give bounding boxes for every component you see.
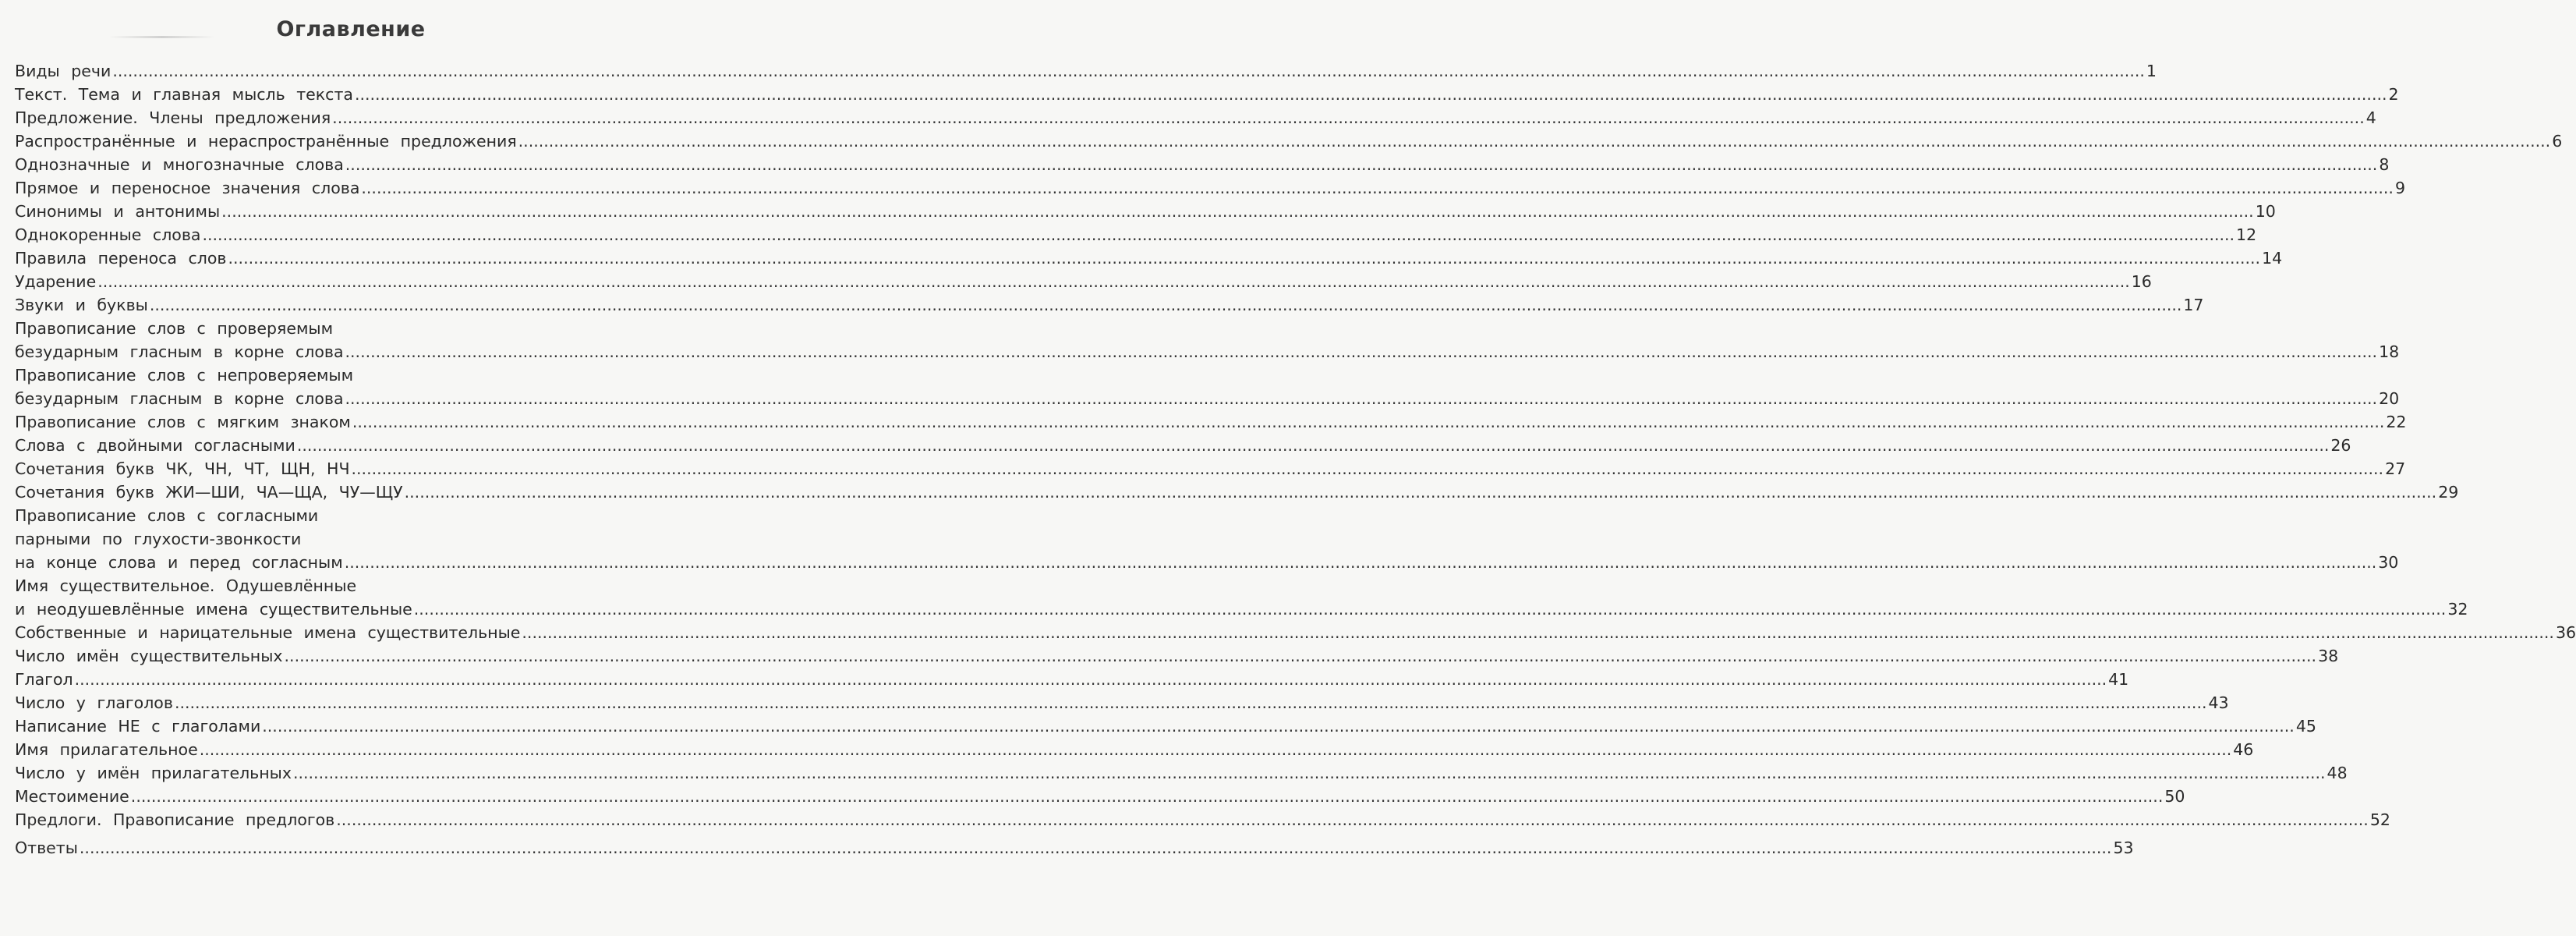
toc-entry[interactable]: [15, 504, 2399, 574]
toc-page-number: 30: [2378, 553, 2399, 572]
toc-entry-row: [15, 621, 2576, 644]
toc-entry[interactable]: [15, 621, 2576, 644]
dot-leader: ................................................................................................................................................................................................................................................................................................................................................................................................................: [130, 787, 2164, 806]
toc-entry[interactable]: [15, 83, 2399, 106]
toc-page-number: 38: [2318, 647, 2339, 665]
toc-entry[interactable]: [15, 785, 2185, 808]
toc-entry[interactable]: [15, 668, 2129, 691]
toc-page-number: 27: [2385, 459, 2406, 478]
toc-entry-text: Имя существительное. Одушевлённые: [15, 576, 357, 595]
toc-entry-text: Правила переноса слов: [15, 249, 227, 268]
toc-entry-text: безударным гласным в корне слова: [15, 342, 344, 361]
page-title: Оглавление: [276, 17, 426, 41]
toc-entry[interactable]: [15, 153, 2390, 176]
toc-entry[interactable]: [15, 808, 2390, 831]
toc-entry[interactable]: [15, 738, 2254, 761]
toc-page-number: 12: [2236, 225, 2257, 244]
toc-entry[interactable]: [15, 59, 2157, 83]
toc-page-number: 14: [2262, 249, 2283, 268]
toc-entry[interactable]: [15, 836, 2134, 860]
toc-entry-text: Прямое и переносное значения слова: [15, 179, 360, 197]
toc-entry-text: Однозначные и многозначные слова: [15, 155, 344, 174]
table-of-contents: [15, 59, 2576, 860]
dot-leader: ................................................................................................................................................................................................................................................................................................................................................................................................................: [262, 717, 2295, 736]
dot-leader: ................................................................................................................................................................................................................................................................................................................................................................................................................: [332, 108, 2365, 127]
toc-page-number: 2: [2388, 85, 2399, 104]
toc-entry-row: [15, 714, 2316, 738]
toc-entry-text: парными по глухости-звонкости: [15, 530, 302, 548]
dot-leader: ................................................................................................................................................................................................................................................................................................................................................................................................................: [112, 62, 2145, 80]
toc-entry-text: Число у глаголов: [15, 693, 173, 712]
toc-entry-text: Предлоги. Правописание предлогов: [15, 810, 335, 829]
dot-leader: ................................................................................................................................................................................................................................................................................................................................................................................................................: [74, 670, 2107, 689]
toc-entry-text: и неодушевлённые имена существительные: [15, 600, 412, 619]
toc-entry-text: Глагол: [15, 670, 73, 689]
dot-leader: ................................................................................................................................................................................................................................................................................................................................................................................................................: [522, 623, 2554, 642]
toc-page-number: 10: [2255, 202, 2276, 221]
toc-entry-text: Правописание слов с проверяемым: [15, 319, 334, 338]
toc-page-number: 16: [2131, 272, 2152, 291]
toc-entry[interactable]: [15, 714, 2316, 738]
toc-entry-text: Предложение. Члены предложения: [15, 108, 331, 127]
dot-leader: ................................................................................................................................................................................................................................................................................................................................................................................................................: [336, 810, 2369, 829]
toc-entry[interactable]: [15, 410, 2407, 434]
toc-entry[interactable]: [15, 246, 2283, 270]
toc-page-number: 26: [2330, 436, 2351, 455]
toc-page-number: 17: [2183, 296, 2204, 314]
toc-entry-row: [15, 387, 2400, 410]
toc-entry-text: Правописание слов с мягким знаком: [15, 413, 351, 431]
toc-entry[interactable]: [15, 223, 2257, 246]
toc-entry-text: Имя прилагательное: [15, 740, 198, 759]
dot-leader: ................................................................................................................................................................................................................................................................................................................................................................................................................: [221, 202, 2254, 221]
toc-page-number: 22: [2386, 413, 2407, 431]
toc-entry-row: [15, 597, 2468, 621]
toc-entry[interactable]: [15, 434, 2351, 457]
toc-page-number: 43: [2208, 693, 2229, 712]
toc-page-number: 20: [2379, 389, 2400, 408]
dot-leader: ................................................................................................................................................................................................................................................................................................................................................................................................................: [351, 459, 2384, 478]
dot-leader: ................................................................................................................................................................................................................................................................................................................................................................................................................: [296, 436, 2330, 455]
toc-entry[interactable]: [15, 176, 2405, 200]
toc-entry-row: [15, 129, 2563, 153]
toc-page-number: 4: [2365, 108, 2376, 127]
dot-leader: ................................................................................................................................................................................................................................................................................................................................................................................................................: [344, 553, 2377, 572]
toc-page-number: 29: [2438, 483, 2459, 502]
toc-entry-row: [15, 200, 2276, 223]
toc-entry[interactable]: [15, 574, 2468, 621]
toc-entry-row: [15, 83, 2399, 106]
toc-entry-row: [15, 644, 2339, 668]
toc-entry[interactable]: [15, 129, 2563, 153]
toc-entry[interactable]: [15, 293, 2204, 317]
toc-page-number: 53: [2113, 838, 2134, 857]
toc-entry[interactable]: [15, 106, 2376, 129]
toc-entry-row: [15, 551, 2399, 574]
toc-entry-row: [15, 223, 2257, 246]
toc-entry-text: Написание НЕ с глаголами: [15, 717, 261, 736]
toc-entry-text: Ответы: [15, 838, 78, 857]
toc-page-number: 9: [2394, 179, 2405, 197]
dot-leader: ................................................................................................................................................................................................................................................................................................................................................................................................................: [345, 389, 2378, 408]
dot-leader: ................................................................................................................................................................................................................................................................................................................................................................................................................: [202, 225, 2235, 244]
toc-entry-row: [15, 153, 2390, 176]
toc-entry-row: [15, 410, 2407, 434]
toc-entry-text: Местоимение: [15, 787, 129, 806]
toc-entry-row: [15, 668, 2129, 691]
dot-leader: ................................................................................................................................................................................................................................................................................................................................................................................................................: [228, 249, 2261, 268]
toc-page-number: 52: [2369, 810, 2390, 829]
toc-entry-row: [15, 808, 2390, 831]
toc-entry[interactable]: [15, 644, 2339, 668]
dot-leader: ................................................................................................................................................................................................................................................................................................................................................................................................................: [199, 740, 2232, 759]
toc-entry-text: безударным гласным в корне слова: [15, 389, 344, 408]
toc-entry-text: Однокоренные слова: [15, 225, 201, 244]
dot-leader: ................................................................................................................................................................................................................................................................................................................................................................................................................: [97, 272, 2130, 291]
toc-entry-text: Правописание слов с согласными: [15, 506, 319, 525]
toc-entry-row: [15, 836, 2134, 860]
dot-leader: ................................................................................................................................................................................................................................................................................................................................................................................................................: [518, 132, 2551, 151]
dot-leader: ................................................................................................................................................................................................................................................................................................................................................................................................................: [284, 647, 2317, 665]
dot-leader: ................................................................................................................................................................................................................................................................................................................................................................................................................: [174, 693, 2207, 712]
toc-entry-row: [15, 457, 2406, 480]
toc-entry-row: [15, 785, 2185, 808]
dot-leader: ................................................................................................................................................................................................................................................................................................................................................................................................................: [149, 296, 2182, 314]
toc-page-number: 36: [2555, 623, 2576, 642]
toc-entry-text: Текст. Тема и главная мысль текста: [15, 85, 353, 104]
dot-leader: ................................................................................................................................................................................................................................................................................................................................................................................................................: [352, 413, 2385, 431]
toc-entry-row: [15, 59, 2157, 83]
toc-entry-row: [15, 176, 2405, 200]
toc-entry-text: на конце слова и перед согласным: [15, 553, 343, 572]
dot-leader: ................................................................................................................................................................................................................................................................................................................................................................................................................: [361, 179, 2394, 197]
toc-entry-text: Число у имён прилагательных: [15, 764, 292, 782]
toc-entry[interactable]: [15, 480, 2459, 504]
toc-entry-text: Сочетания букв ЖИ—ШИ, ЧА—ЩА, ЧУ—ЩУ: [15, 483, 403, 502]
toc-entry-text: Число имён существительных: [15, 647, 283, 665]
toc-entry-row: [15, 738, 2254, 761]
toc-entry-text: Ударение: [15, 272, 97, 291]
toc-entry-text: Правописание слов с непроверяемым: [15, 366, 354, 385]
toc-page-number: 1: [2146, 62, 2157, 80]
dot-leader: ................................................................................................................................................................................................................................................................................................................................................................................................................: [292, 764, 2326, 782]
toc-entry-row: [15, 246, 2283, 270]
toc-page-number: 50: [2164, 787, 2185, 806]
toc-page-number: 48: [2327, 764, 2348, 782]
toc-entry-row: [15, 340, 2400, 363]
toc-page-number: 32: [2447, 600, 2468, 619]
toc-entry-row: [15, 434, 2351, 457]
dot-leader: ................................................................................................................................................................................................................................................................................................................................................................................................................: [413, 600, 2447, 619]
toc-entry-text: Синонимы и антонимы: [15, 202, 221, 221]
toc-entry-text: Слова с двойными согласными: [15, 436, 295, 455]
toc-entry[interactable]: [15, 691, 2229, 714]
dot-leader: ................................................................................................................................................................................................................................................................................................................................................................................................................: [79, 838, 2112, 857]
toc-page-number: 6: [2552, 132, 2563, 151]
toc-page-number: 41: [2108, 670, 2129, 689]
toc-entry-row: [15, 293, 2204, 317]
toc-entry[interactable]: [15, 761, 2348, 785]
dot-leader: ................................................................................................................................................................................................................................................................................................................................................................................................................: [354, 85, 2387, 104]
toc-page-number: 45: [2295, 717, 2316, 736]
toc-entry-text: Виды речи: [15, 62, 111, 80]
toc-entry[interactable]: [15, 200, 2276, 223]
toc-entry-row: [15, 480, 2459, 504]
dot-leader: ................................................................................................................................................................................................................................................................................................................................................................................................................: [404, 483, 2437, 502]
toc-entry-text: Собственные и нарицательные имена существительные: [15, 623, 521, 642]
toc-entry[interactable]: [15, 457, 2406, 480]
toc-page-number: 46: [2233, 740, 2254, 759]
toc-entry-row: [15, 106, 2376, 129]
toc-entry[interactable]: [15, 270, 2152, 293]
toc-entry[interactable]: [15, 317, 2400, 363]
toc-entry-text: Сочетания букв ЧК, ЧН, ЧТ, ЩН, НЧ: [15, 459, 350, 478]
toc-page-number: 18: [2379, 342, 2400, 361]
toc-entry-text: Распространённые и нераспространённые предложения: [15, 132, 517, 151]
toc-entry-row: [15, 270, 2152, 293]
toc-entry-row: [15, 691, 2229, 714]
dot-leader: ................................................................................................................................................................................................................................................................................................................................................................................................................: [345, 342, 2378, 361]
toc-entry-row: [15, 761, 2348, 785]
dot-leader: ................................................................................................................................................................................................................................................................................................................................................................................................................: [345, 155, 2378, 174]
toc-entry[interactable]: [15, 363, 2400, 410]
toc-page-number: 8: [2379, 155, 2390, 174]
toc-entry-text: Звуки и буквы: [15, 296, 148, 314]
